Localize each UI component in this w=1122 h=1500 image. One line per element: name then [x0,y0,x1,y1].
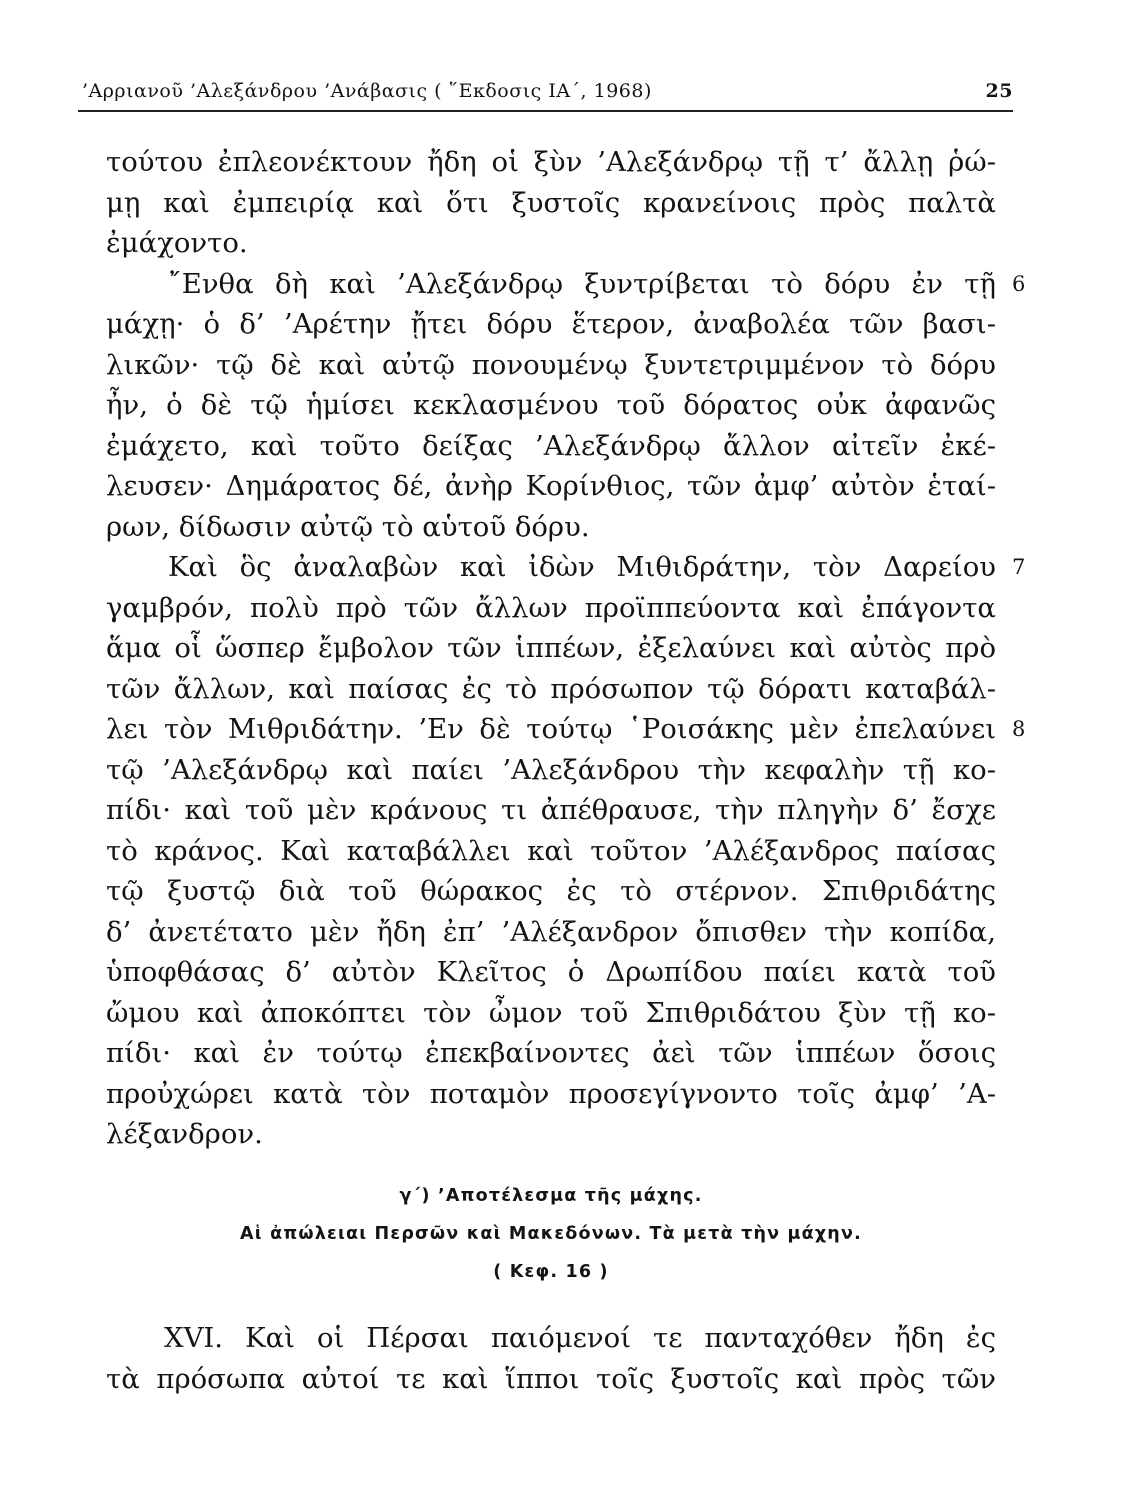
text-line: ῎Ενθα δὴ καὶ ’Αλεξάνδρῳ ξυντρίβεται τὸ δόρυ ἐν τῇ [168,267,996,300]
text-line: μῃ καὶ ἐμπειρίᾳ καὶ ὅτι ξυστοῖς κρανείνοις πρὸς παλτὰ [106,186,996,219]
text-line-with-marginal [106,547,1026,588]
text-line: πίδι· καὶ ἐν τούτῳ ἐπεκβαίνοντες ἀεὶ τῶν ἱππέων ὅσοις [106,1037,996,1069]
text-line: ἐμάχετο, καὶ τοῦτο δείξας ’Αλεξάνδρῳ ἄλλον αἰτεῖν ἐκέ- [106,429,996,462]
main-text [106,142,1026,1155]
text-line: τὸ κράνος. Καὶ καταβάλλει καὶ τοῦτον ’Αλέξανδρος παίσας [106,834,996,867]
marginal-number: 6 [1012,271,1026,296]
text-line: ἦν, ὁ δὲ τῷ ἡμίσει κεκλασμένου τοῦ δόρατος οὐκ ἀφανῶς [106,389,996,421]
text-line: λει τὸν Μιθριδάτην. ’Εν δὲ τούτῳ ῾Ροισάκης μὲν ἐπελαύνει [106,713,996,745]
text-line: μάχῃ· ὁ δ’ ’Αρέτην ᾔτει δόρυ ἕτερον, ἀναβολέα τῶν βασι- [106,308,996,340]
text-line: ὑποφθάσας δ’ αὐτὸν Κλεῖτος ὁ Δρωπίδου παίει κατὰ τοῦ [106,956,996,988]
text-line: τὰ πρόσωπα αὐτοί τε καὶ ἵπποι τοῖς ξυστοῖς καὶ πρὸς τῶν [106,1362,996,1395]
text-line-with-marginal [106,264,1026,305]
text-line: προὐχώρει κατὰ τὸν ποταμὸν προσεγίγνοντο τοῖς ἀμφ’ ’Α- [106,1077,996,1110]
chapter-text [106,1318,996,1399]
text-line: τούτου ἐπλεονέκτουν ἤδη οἱ ξὺν ’Αλεξάνδρῳ τῇ τ’ ἄλλῃ ῥώ- [106,146,996,178]
text-line: τῷ ξυστῷ διὰ τοῦ θώρακος ἐς τὸ στέρνον. Σπιθριδάτης [106,875,996,907]
chapter-reference: ( Κεφ. 16 ) [493,1262,609,1282]
marginal-number: 8 [1012,717,1026,741]
text-line: ὤμου καὶ ἀποκόπτει τὸν ὦμον τοῦ Σπιθριδάτου ξὺν τῇ κο- [106,996,996,1029]
running-head-title: ’Αρριανοῦ ’Αλεξάνδρου ’Ανάβασις ( ῞Εκδοσις ΙΑ΄, 1968) [82,80,652,102]
text-line: λικῶν· τῷ δὲ καὶ αὐτῷ πονουμένῳ ξυντετριμμένον τὸ δόρυ [106,348,996,381]
text-line: τῷ ’Αλεξάνδρῳ καὶ παίει ’Αλεξάνδρου τὴν κεφαλὴν τῇ κο- [106,753,996,786]
header-rule [78,110,1013,112]
text-line: Καὶ οἱ Πέρσαι παιόμενοί τε πανταχόθεν ἤδη ἐς [245,1322,997,1354]
page-number: 25 [985,80,1013,102]
text-line: τῶν ἄλλων, καὶ παίσας ἐς τὸ πρόσωπον τῷ δόρατι καταβάλ- [106,672,996,705]
text-line-with-marginal [106,709,1026,750]
section-heading: γ΄) ’Αποτέλεσμα τῆς μάχης. [399,1186,703,1206]
text-line: ἅμα οἷ ὥσπερ ἔμβολον τῶν ἱππέων, ἐξελαύνει καὶ αὐτὸς πρὸ [106,632,996,664]
text-line: πίδι· καὶ τοῦ μὲν κράνους τι ἀπέθραυσε, τὴν πληγὴν δ’ ἔσχε [106,794,996,826]
text-line: λευσεν· Δημάρατος δέ, ἀνὴρ Κορίνθιος, τῶν ἀμφ’ αὐτὸν ἑταί- [106,470,996,502]
text-line: ρων, δίδωσιν αὐτῷ τὸ αὑτοῦ δόρυ. [106,510,590,543]
chapter-first-line [106,1318,996,1359]
text-line: Καὶ ὃς ἀναλαβὼν καὶ ἰδὼν Μιθιδράτην, τὸν Δαρείου [168,551,996,583]
marginal-number: 7 [1012,555,1026,579]
running-head [78,76,1013,106]
text-line: λέξανδρον. [106,1118,263,1150]
chapter-numeral: XVI. [164,1322,224,1354]
section-subheading: Αἱ ἀπώλειαι Περσῶν καὶ Μακεδόνων. Τὰ μετὰ τὴν μάχην. [240,1224,862,1244]
text-line: δ’ ἀνετέτατο μὲν ἤδη ἐπ’ ’Αλέξανδρον ὄπισθεν τὴν κοπίδα, [106,915,996,948]
text-line: ἐμάχοντο. [106,227,248,259]
text-line: γαμβρόν, πολὺ πρὸ τῶν ἄλλων προϊππεύοντα καὶ ἐπάγοντα [106,591,996,624]
